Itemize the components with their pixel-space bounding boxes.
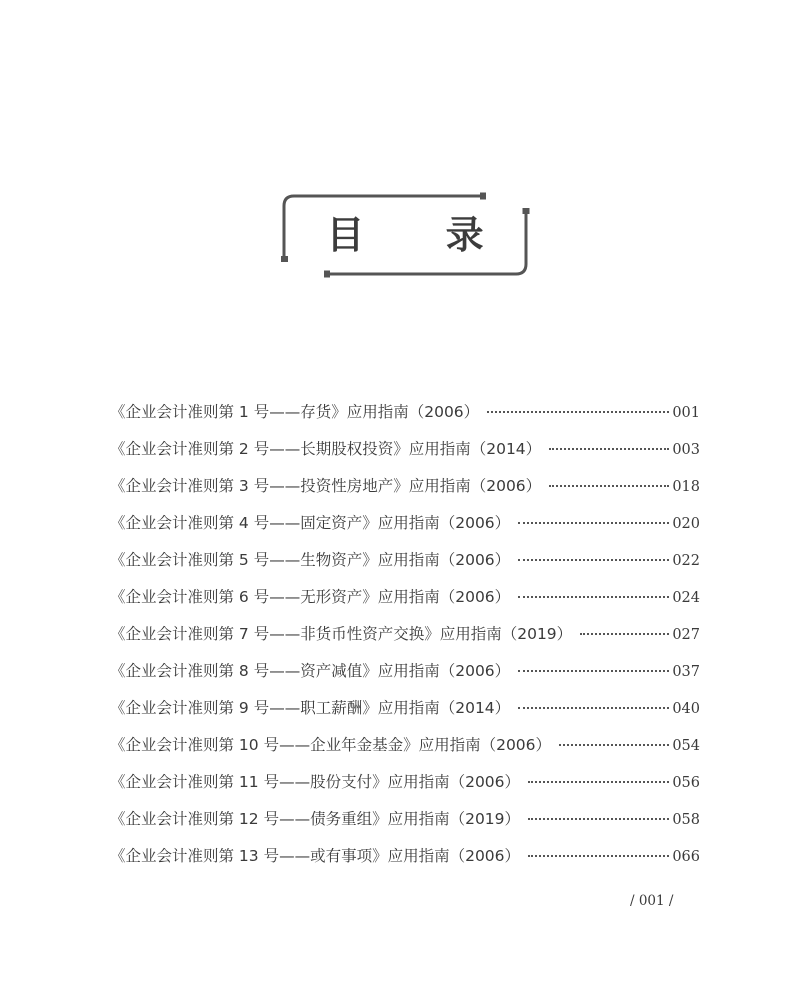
toc-leader-dots [580, 633, 669, 635]
toc-entry[interactable] [110, 511, 700, 548]
toc-entry-page: 066 [672, 849, 700, 865]
toc-entry-page: 037 [672, 664, 700, 680]
toc-leader-dots [518, 559, 669, 561]
toc-entry-page: 003 [672, 442, 700, 458]
toc-entry[interactable] [110, 548, 700, 585]
toc-entry-title: 《企业会计准则第 11 号——股份支付》应用指南（2006） [110, 773, 521, 791]
toc-entry-page: 056 [672, 775, 700, 791]
toc-entry-title: 《企业会计准则第 12 号——债务重组》应用指南（2019） [110, 810, 521, 828]
toc-entry-title: 《企业会计准则第 2 号——长期股权投资》应用指南（2014） [110, 440, 542, 458]
toc-entry-page: 020 [672, 516, 700, 532]
toc-entry[interactable] [110, 585, 700, 622]
toc-leader-dots [518, 522, 669, 524]
toc-leader-dots [518, 670, 669, 672]
toc-leader-dots [559, 744, 669, 746]
page-number: / 001 / [630, 893, 674, 909]
toc-entry-page: 027 [672, 627, 700, 643]
toc-entry[interactable] [110, 733, 700, 770]
toc-entry-title: 《企业会计准则第 9 号——职工薪酬》应用指南（2014） [110, 699, 511, 717]
page-title: 目 录 [326, 213, 518, 257]
toc-entry-title: 《企业会计准则第 6 号——无形资产》应用指南（2006） [110, 588, 511, 606]
toc-entry-title: 《企业会计准则第 7 号——非货币性资产交换》应用指南（2019） [110, 625, 573, 643]
toc-entry[interactable] [110, 400, 700, 437]
toc-leader-dots [528, 855, 669, 857]
toc-entry[interactable] [110, 807, 700, 844]
toc-entry-title: 《企业会计准则第 5 号——生物资产》应用指南（2006） [110, 551, 511, 569]
toc-entry-page: 001 [672, 405, 700, 421]
toc-entry[interactable] [110, 659, 700, 696]
toc-leader-dots [549, 485, 669, 487]
toc-leader-dots [518, 596, 669, 598]
toc-entry-page: 040 [672, 701, 700, 717]
toc-entry-title: 《企业会计准则第 13 号——或有事项》应用指南（2006） [110, 847, 521, 865]
toc-entry[interactable] [110, 696, 700, 733]
toc-leader-dots [487, 411, 669, 413]
title-frame [280, 190, 530, 280]
toc-leader-dots [549, 448, 669, 450]
toc-entry-title: 《企业会计准则第 3 号——投资性房地产》应用指南（2006） [110, 477, 542, 495]
toc-entry[interactable] [110, 474, 700, 511]
toc-leader-dots [528, 781, 669, 783]
toc-entry[interactable] [110, 622, 700, 659]
toc-entry-page: 018 [672, 479, 700, 495]
toc-entry-title: 《企业会计准则第 1 号——存货》应用指南（2006） [110, 403, 480, 421]
toc-entry-title: 《企业会计准则第 8 号——资产减值》应用指南（2006） [110, 662, 511, 680]
toc-entry-page: 024 [672, 590, 700, 606]
toc-entry[interactable] [110, 437, 700, 474]
toc-leader-dots [528, 818, 669, 820]
toc-leader-dots [518, 707, 669, 709]
toc-entry-title: 《企业会计准则第 10 号——企业年金基金》应用指南（2006） [110, 736, 552, 754]
table-of-contents [110, 400, 700, 881]
toc-entry-title: 《企业会计准则第 4 号——固定资产》应用指南（2006） [110, 514, 511, 532]
toc-entry[interactable] [110, 844, 700, 881]
toc-entry-page: 022 [672, 553, 700, 569]
toc-entry-page: 054 [672, 738, 700, 754]
toc-entry-page: 058 [672, 812, 700, 828]
toc-entry[interactable] [110, 770, 700, 807]
